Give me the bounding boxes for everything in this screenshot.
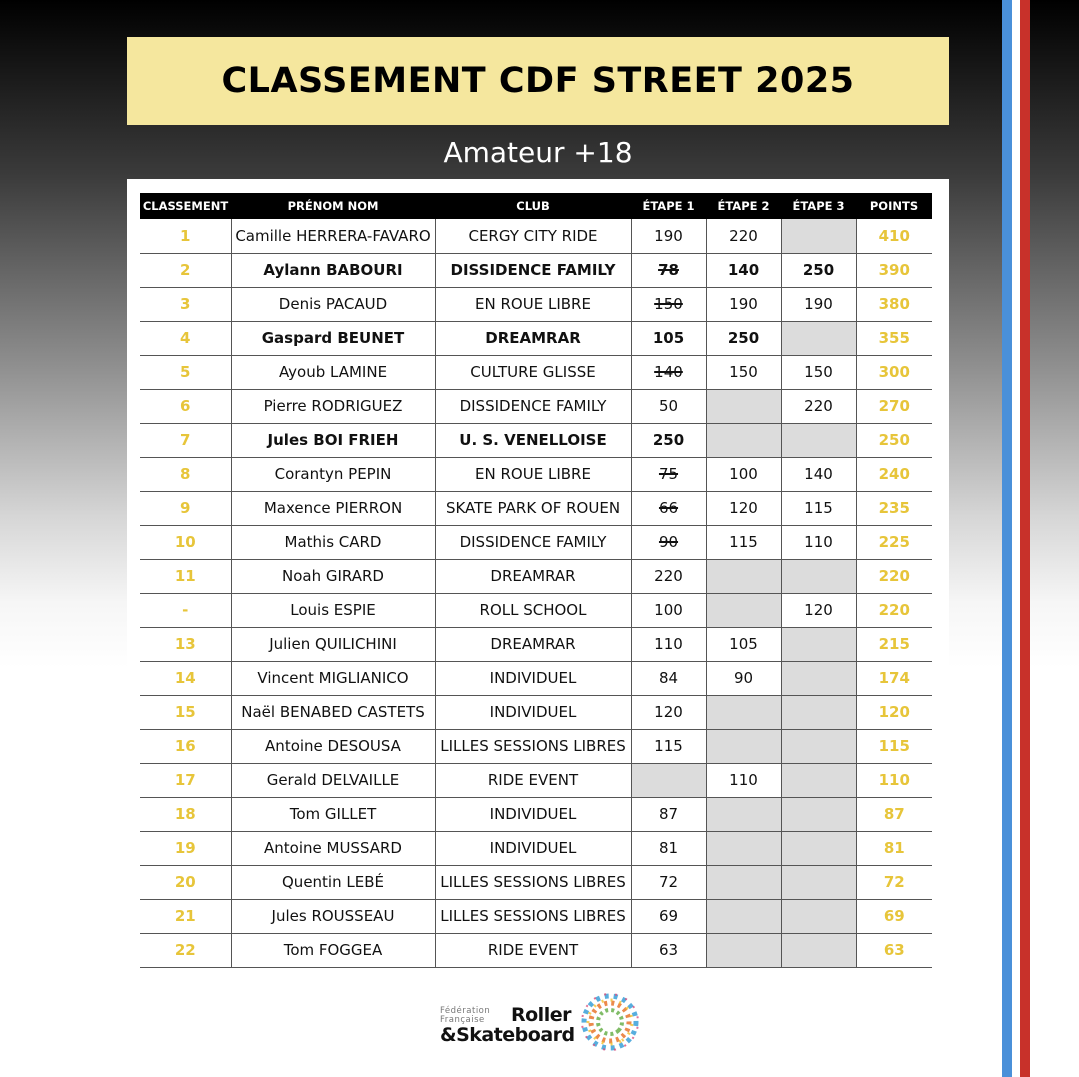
rank-cell: 9 bbox=[140, 491, 231, 525]
stage-1-cell: 75 bbox=[631, 457, 706, 491]
stage-1-cell: 140 bbox=[631, 355, 706, 389]
name-cell: Naël BENABED CASTETS bbox=[231, 695, 435, 729]
club-cell: CULTURE GLISSE bbox=[435, 355, 631, 389]
points-cell: 81 bbox=[856, 831, 932, 865]
points-cell: 115 bbox=[856, 729, 932, 763]
stage-2-cell bbox=[706, 797, 781, 831]
stage-2-cell bbox=[706, 423, 781, 457]
stage-3-cell bbox=[781, 763, 856, 797]
points-cell: 240 bbox=[856, 457, 932, 491]
club-cell: DREAMRAR bbox=[435, 559, 631, 593]
stage-1-cell: 90 bbox=[631, 525, 706, 559]
points-cell: 390 bbox=[856, 253, 932, 287]
points-cell: 355 bbox=[856, 321, 932, 355]
name-cell: Maxence PIERRON bbox=[231, 491, 435, 525]
stage-1-cell: 150 bbox=[631, 287, 706, 321]
points-cell: 300 bbox=[856, 355, 932, 389]
rank-cell: 2 bbox=[140, 253, 231, 287]
stage-2-cell bbox=[706, 729, 781, 763]
title-banner bbox=[127, 37, 949, 125]
stage-3-cell: 190 bbox=[781, 287, 856, 321]
rank-cell: 10 bbox=[140, 525, 231, 559]
table-row bbox=[140, 831, 932, 865]
stage-3-cell bbox=[781, 797, 856, 831]
club-cell: U. S. VENELLOISE bbox=[435, 423, 631, 457]
name-cell: Julien QUILICHINI bbox=[231, 627, 435, 661]
stage-2-cell: 250 bbox=[706, 321, 781, 355]
stage-2-cell: 120 bbox=[706, 491, 781, 525]
club-cell: LILLES SESSIONS LIBRES bbox=[435, 729, 631, 763]
club-cell: DISSIDENCE FAMILY bbox=[435, 253, 631, 287]
points-cell: 225 bbox=[856, 525, 932, 559]
category-subtitle: Amateur +18 bbox=[443, 136, 633, 169]
ranking-table bbox=[140, 193, 932, 968]
page-title: CLASSEMENT CDF STREET 2025 bbox=[221, 61, 855, 101]
table-row bbox=[140, 423, 932, 457]
stage-3-cell bbox=[781, 865, 856, 899]
points-cell: 270 bbox=[856, 389, 932, 423]
table-row bbox=[140, 729, 932, 763]
table-row bbox=[140, 797, 932, 831]
table-row bbox=[140, 695, 932, 729]
stage-3-cell: 250 bbox=[781, 253, 856, 287]
stage-3-cell: 115 bbox=[781, 491, 856, 525]
table-row bbox=[140, 525, 932, 559]
stage-1-cell: 220 bbox=[631, 559, 706, 593]
club-cell: DISSIDENCE FAMILY bbox=[435, 389, 631, 423]
name-cell: Jules BOI FRIEH bbox=[231, 423, 435, 457]
color-ring-logo-icon bbox=[572, 990, 648, 1054]
name-cell: Pierre RODRIGUEZ bbox=[231, 389, 435, 423]
club-cell: LILLES SESSIONS LIBRES bbox=[435, 865, 631, 899]
stage-1-cell: 72 bbox=[631, 865, 706, 899]
rank-cell: 17 bbox=[140, 763, 231, 797]
points-cell: 63 bbox=[856, 933, 932, 967]
stage-2-cell bbox=[706, 559, 781, 593]
club-cell: DISSIDENCE FAMILY bbox=[435, 525, 631, 559]
name-cell: Antoine MUSSARD bbox=[231, 831, 435, 865]
table-row bbox=[140, 559, 932, 593]
table-row bbox=[140, 627, 932, 661]
table-row bbox=[140, 899, 932, 933]
stage-3-cell: 150 bbox=[781, 355, 856, 389]
rank-cell: 5 bbox=[140, 355, 231, 389]
club-cell: RIDE EVENT bbox=[435, 933, 631, 967]
points-cell: 87 bbox=[856, 797, 932, 831]
name-cell: Ayoub LAMINE bbox=[231, 355, 435, 389]
points-cell: 410 bbox=[856, 219, 932, 253]
name-cell: Mathis CARD bbox=[231, 525, 435, 559]
club-cell: SKATE PARK OF ROUEN bbox=[435, 491, 631, 525]
rank-cell: 7 bbox=[140, 423, 231, 457]
table-row bbox=[140, 253, 932, 287]
name-cell: Vincent MIGLIANICO bbox=[231, 661, 435, 695]
header-club: CLUB bbox=[435, 193, 631, 219]
stage-1-cell: 115 bbox=[631, 729, 706, 763]
stage-3-cell bbox=[781, 899, 856, 933]
stage-3-cell bbox=[781, 321, 856, 355]
name-cell: Tom GILLET bbox=[231, 797, 435, 831]
stage-3-cell bbox=[781, 559, 856, 593]
rank-cell: - bbox=[140, 593, 231, 627]
stage-2-cell: 90 bbox=[706, 661, 781, 695]
name-cell: Louis ESPIE bbox=[231, 593, 435, 627]
club-cell: ROLL SCHOOL bbox=[435, 593, 631, 627]
stage-2-cell bbox=[706, 865, 781, 899]
logo-skateboard-text: &Skateboard bbox=[440, 1024, 575, 1046]
name-cell: Denis PACAUD bbox=[231, 287, 435, 321]
club-cell: DREAMRAR bbox=[435, 627, 631, 661]
federation-logo bbox=[440, 990, 650, 1054]
rank-cell: 11 bbox=[140, 559, 231, 593]
name-cell: Quentin LEBÉ bbox=[231, 865, 435, 899]
table-row bbox=[140, 933, 932, 967]
stage-3-cell bbox=[781, 831, 856, 865]
club-cell: EN ROUE LIBRE bbox=[435, 457, 631, 491]
stage-3-cell bbox=[781, 627, 856, 661]
club-cell: INDIVIDUEL bbox=[435, 661, 631, 695]
table-row bbox=[140, 491, 932, 525]
stage-2-cell: 140 bbox=[706, 253, 781, 287]
stage-2-cell: 115 bbox=[706, 525, 781, 559]
stage-1-cell: 190 bbox=[631, 219, 706, 253]
flag-blue-stripe bbox=[1002, 0, 1012, 1077]
rank-cell: 1 bbox=[140, 219, 231, 253]
stage-1-cell: 110 bbox=[631, 627, 706, 661]
name-cell: Camille HERRERA-FAVARO bbox=[231, 219, 435, 253]
name-cell: Jules ROUSSEAU bbox=[231, 899, 435, 933]
table-row bbox=[140, 865, 932, 899]
header-stage-2: ÉTAPE 2 bbox=[706, 193, 781, 219]
stage-2-cell: 105 bbox=[706, 627, 781, 661]
stage-1-cell bbox=[631, 763, 706, 797]
stage-1-cell: 105 bbox=[631, 321, 706, 355]
rank-cell: 22 bbox=[140, 933, 231, 967]
stage-1-cell: 250 bbox=[631, 423, 706, 457]
name-cell: Aylann BABOURI bbox=[231, 253, 435, 287]
tricolor-flag-stripe bbox=[1002, 0, 1030, 1077]
club-cell: INDIVIDUEL bbox=[435, 797, 631, 831]
rank-cell: 8 bbox=[140, 457, 231, 491]
points-cell: 120 bbox=[856, 695, 932, 729]
points-cell: 250 bbox=[856, 423, 932, 457]
header-stage-3: ÉTAPE 3 bbox=[781, 193, 856, 219]
points-cell: 174 bbox=[856, 661, 932, 695]
points-cell: 72 bbox=[856, 865, 932, 899]
points-cell: 220 bbox=[856, 593, 932, 627]
stage-2-cell bbox=[706, 899, 781, 933]
stage-3-cell bbox=[781, 933, 856, 967]
table-row bbox=[140, 457, 932, 491]
rank-cell: 4 bbox=[140, 321, 231, 355]
rank-cell: 14 bbox=[140, 661, 231, 695]
table-row bbox=[140, 321, 932, 355]
club-cell: RIDE EVENT bbox=[435, 763, 631, 797]
points-cell: 110 bbox=[856, 763, 932, 797]
rank-cell: 16 bbox=[140, 729, 231, 763]
stage-3-cell: 110 bbox=[781, 525, 856, 559]
club-cell: INDIVIDUEL bbox=[435, 831, 631, 865]
stage-2-cell bbox=[706, 389, 781, 423]
stage-1-cell: 84 bbox=[631, 661, 706, 695]
rank-cell: 21 bbox=[140, 899, 231, 933]
rank-cell: 6 bbox=[140, 389, 231, 423]
name-cell: Antoine DESOUSA bbox=[231, 729, 435, 763]
table-header-row bbox=[140, 193, 932, 219]
table-row bbox=[140, 389, 932, 423]
table-row bbox=[140, 661, 932, 695]
stage-3-cell bbox=[781, 695, 856, 729]
stage-2-cell: 100 bbox=[706, 457, 781, 491]
stage-1-cell: 120 bbox=[631, 695, 706, 729]
ranking-rows bbox=[140, 219, 932, 967]
name-cell: Noah GIRARD bbox=[231, 559, 435, 593]
stage-3-cell: 120 bbox=[781, 593, 856, 627]
stage-1-cell: 78 bbox=[631, 253, 706, 287]
stage-3-cell: 220 bbox=[781, 389, 856, 423]
name-cell: Gerald DELVAILLE bbox=[231, 763, 435, 797]
stage-1-cell: 63 bbox=[631, 933, 706, 967]
table-row bbox=[140, 219, 932, 253]
stage-1-cell: 69 bbox=[631, 899, 706, 933]
points-cell: 215 bbox=[856, 627, 932, 661]
header-rank: CLASSEMENT bbox=[140, 193, 231, 219]
table-row bbox=[140, 287, 932, 321]
rank-cell: 20 bbox=[140, 865, 231, 899]
rank-cell: 3 bbox=[140, 287, 231, 321]
header-points: POINTS bbox=[856, 193, 932, 219]
club-cell: INDIVIDUEL bbox=[435, 695, 631, 729]
header-name: PRÉNOM NOM bbox=[231, 193, 435, 219]
points-cell: 380 bbox=[856, 287, 932, 321]
name-cell: Gaspard BEUNET bbox=[231, 321, 435, 355]
club-cell: EN ROUE LIBRE bbox=[435, 287, 631, 321]
stage-1-cell: 87 bbox=[631, 797, 706, 831]
header-stage-1: ÉTAPE 1 bbox=[631, 193, 706, 219]
rank-cell: 13 bbox=[140, 627, 231, 661]
stage-2-cell: 110 bbox=[706, 763, 781, 797]
stage-2-cell bbox=[706, 593, 781, 627]
rank-cell: 15 bbox=[140, 695, 231, 729]
stage-2-cell bbox=[706, 933, 781, 967]
table-row bbox=[140, 593, 932, 627]
stage-2-cell: 150 bbox=[706, 355, 781, 389]
stage-3-cell bbox=[781, 219, 856, 253]
stage-2-cell bbox=[706, 695, 781, 729]
stage-3-cell: 140 bbox=[781, 457, 856, 491]
table-row bbox=[140, 355, 932, 389]
rank-cell: 18 bbox=[140, 797, 231, 831]
points-cell: 220 bbox=[856, 559, 932, 593]
points-cell: 235 bbox=[856, 491, 932, 525]
flag-red-stripe bbox=[1020, 0, 1030, 1077]
flag-white-stripe bbox=[1012, 0, 1020, 1077]
logo-roller-text: Roller bbox=[511, 1004, 571, 1026]
stage-1-cell: 66 bbox=[631, 491, 706, 525]
rank-cell: 19 bbox=[140, 831, 231, 865]
stage-3-cell bbox=[781, 661, 856, 695]
name-cell: Corantyn PEPIN bbox=[231, 457, 435, 491]
stage-1-cell: 100 bbox=[631, 593, 706, 627]
table-row bbox=[140, 763, 932, 797]
stage-3-cell bbox=[781, 423, 856, 457]
stage-3-cell bbox=[781, 729, 856, 763]
club-cell: CERGY CITY RIDE bbox=[435, 219, 631, 253]
ranking-card bbox=[127, 179, 949, 968]
points-cell: 69 bbox=[856, 899, 932, 933]
stage-1-cell: 50 bbox=[631, 389, 706, 423]
name-cell: Tom FOGGEA bbox=[231, 933, 435, 967]
stage-2-cell: 190 bbox=[706, 287, 781, 321]
stage-2-cell: 220 bbox=[706, 219, 781, 253]
club-cell: DREAMRAR bbox=[435, 321, 631, 355]
logo-federation-text: Fédération Française bbox=[440, 1006, 491, 1025]
stage-1-cell: 81 bbox=[631, 831, 706, 865]
club-cell: LILLES SESSIONS LIBRES bbox=[435, 899, 631, 933]
stage-2-cell bbox=[706, 831, 781, 865]
